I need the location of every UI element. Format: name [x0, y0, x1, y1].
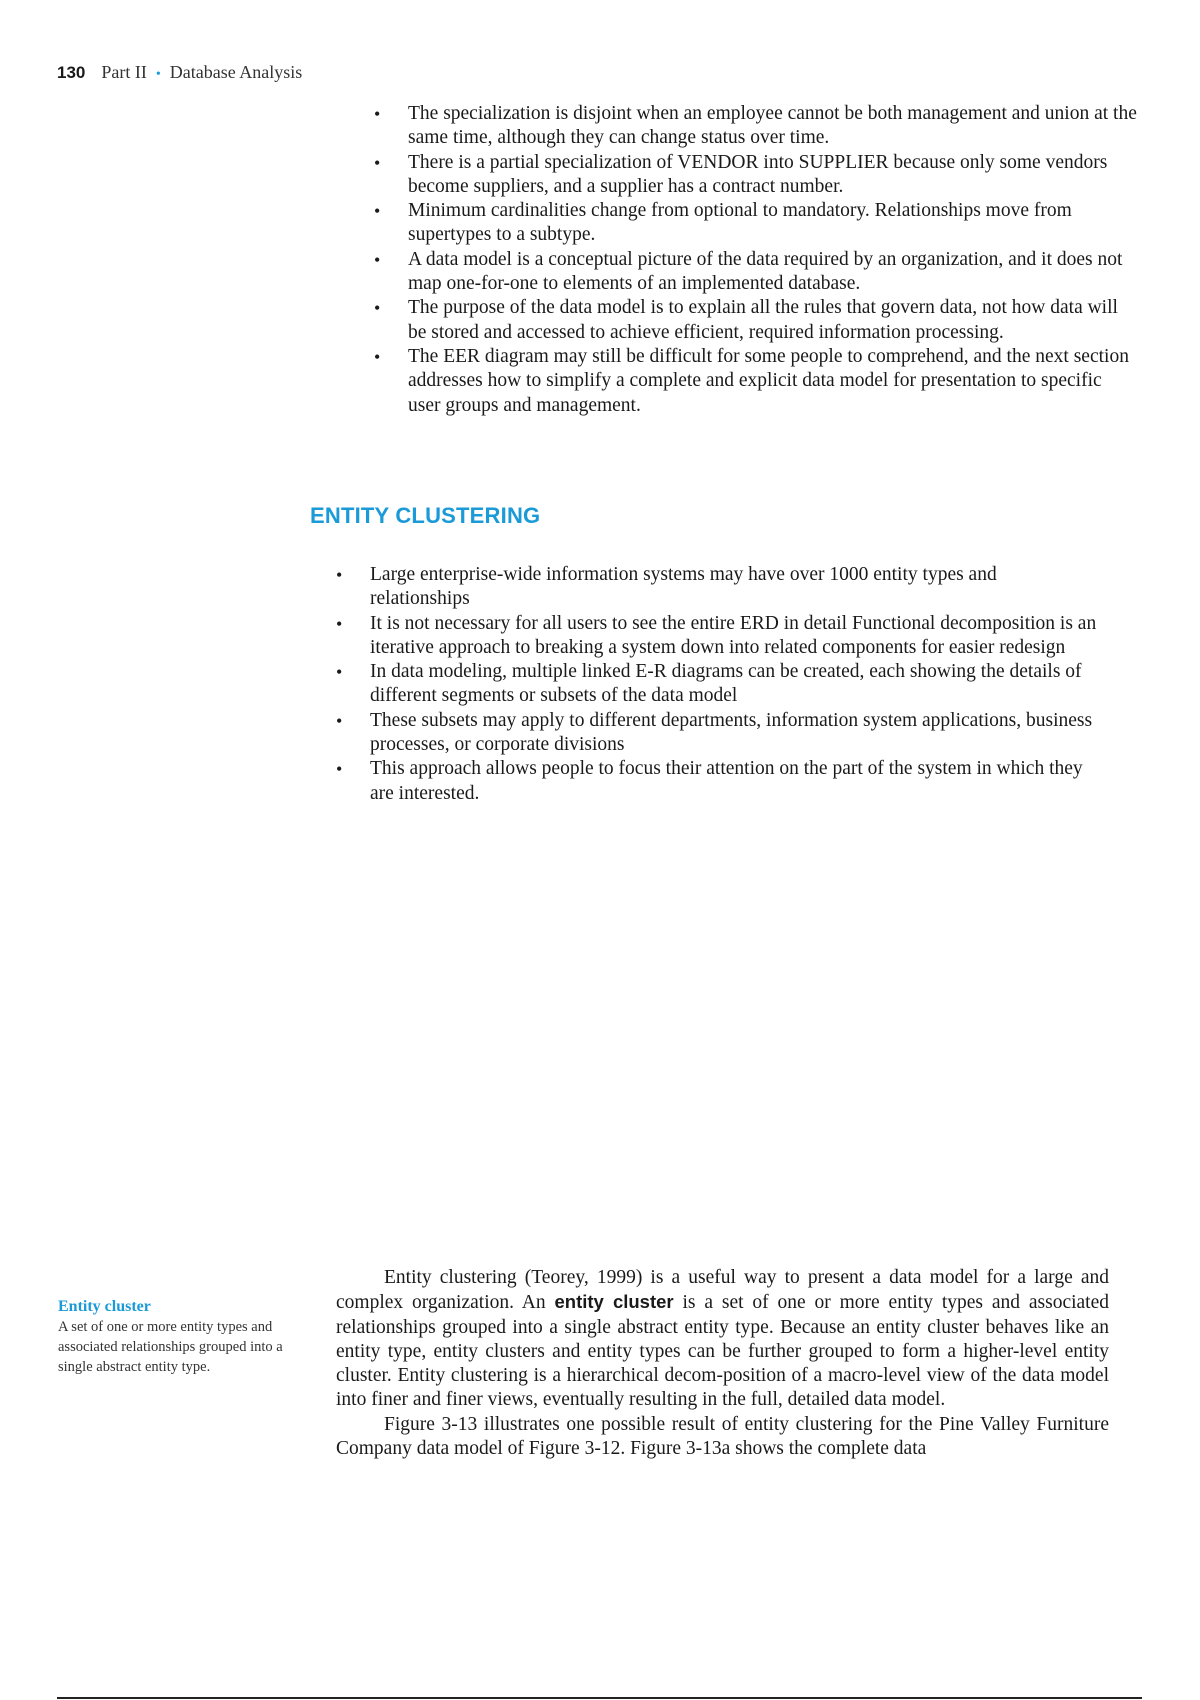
- body-text: [336, 1266, 1109, 1461]
- list-item: • The purpose of the data model is to explain all the rules that govern data, not how data will be stored and accessed to achieve efficient, required information processing.: [374, 297, 1118, 343]
- bullet-icon: •: [336, 759, 343, 780]
- key-term: entity cluster: [554, 1291, 674, 1313]
- paragraph: Figure 3-13 illustrates one possible result of entity clustering for the Pine Valley Furniture Company data model of Figure 3-12. Figure 3-13a shows the complete data: [336, 1413, 1109, 1460]
- list-item: • There is a partial specialization of VENDOR into SUPPLIER because only some vendors become suppliers, and a supplier has a contract number.: [374, 151, 1108, 197]
- list-item: • In data modeling, multiple linked E-R diagrams can be created, each showing the details of different segments or subsets of the data model: [336, 661, 1082, 707]
- summary-bullet-list: [374, 102, 1138, 418]
- bullet-icon: •: [374, 346, 381, 367]
- paragraph: Entity clustering (Teorey, 1999) is a useful way to present a data model for a large and complex organization. An entity cluster is a set of one or more entity types and associated relationships grouped into a single abstract entity type. Because an entity cluster behaves like an entity type, entity clusters and entity types can be further grouped to form a higher-level entity cluster. Entity clustering is a hierarchical decom-position of a macro-level view of the data model into finer and finer views, eventually resulting in the full, detailed data model.: [336, 1267, 1110, 1411]
- header-separator: •: [155, 67, 161, 82]
- bullet-icon: •: [336, 662, 343, 683]
- list-item: • Large enterprise-wide information systems may have over 1000 entity types and relationships: [336, 564, 997, 610]
- bullet-icon: •: [374, 249, 381, 270]
- part-label: Part II: [101, 62, 147, 82]
- bullet-icon: •: [374, 152, 381, 173]
- bullet-icon: •: [336, 565, 343, 585]
- margin-term: Entity cluster: [58, 1298, 151, 1315]
- section-heading: ENTITY CLUSTERING: [310, 503, 541, 528]
- list-item: • It is not necessary for all users to see the entire ERD in detail Functional decomposition is an iterative approach to breaking a system down into related components for easier redesign: [336, 612, 1097, 658]
- list-item: • A data model is a conceptual picture of the data required by an organization, and it does not map one-for-one to elements of an implemented database.: [374, 248, 1123, 295]
- bullet-icon: •: [336, 613, 343, 634]
- section-label: Database Analysis: [169, 62, 303, 82]
- bullet-icon: •: [374, 298, 381, 319]
- bullet-icon: •: [336, 710, 343, 731]
- list-item: • The EER diagram may still be difficult for some people to comprehend, and the next section addresses how to simplify a complete and explicit data model for presentation to specific user groups and management.: [374, 345, 1129, 416]
- bullet-icon: •: [374, 104, 381, 124]
- list-item: • Minimum cardinalities change from optional to mandatory. Relationships move from supertypes to a subtype.: [374, 200, 1072, 246]
- list-item: • The specialization is disjoint when an employee cannot be both management and union at the same time, although they can change status over time.: [374, 103, 1137, 149]
- clustering-bullet-list: [336, 563, 1100, 806]
- list-item: • This approach allows people to focus their attention on the part of the system in which they are interested.: [336, 758, 1083, 804]
- footer-rule: [57, 1697, 1142, 1699]
- margin-definition-text: A set of one or more entity types and associated relationships grouped into a single abstract entity type.: [58, 1319, 283, 1375]
- list-item: • These subsets may apply to different departments, information system applications, business processes, or corporate divisions: [336, 709, 1093, 756]
- page-number: 130: [57, 63, 86, 82]
- bullet-icon: •: [374, 201, 381, 222]
- running-header: [57, 62, 302, 83]
- margin-definition: [58, 1297, 298, 1377]
